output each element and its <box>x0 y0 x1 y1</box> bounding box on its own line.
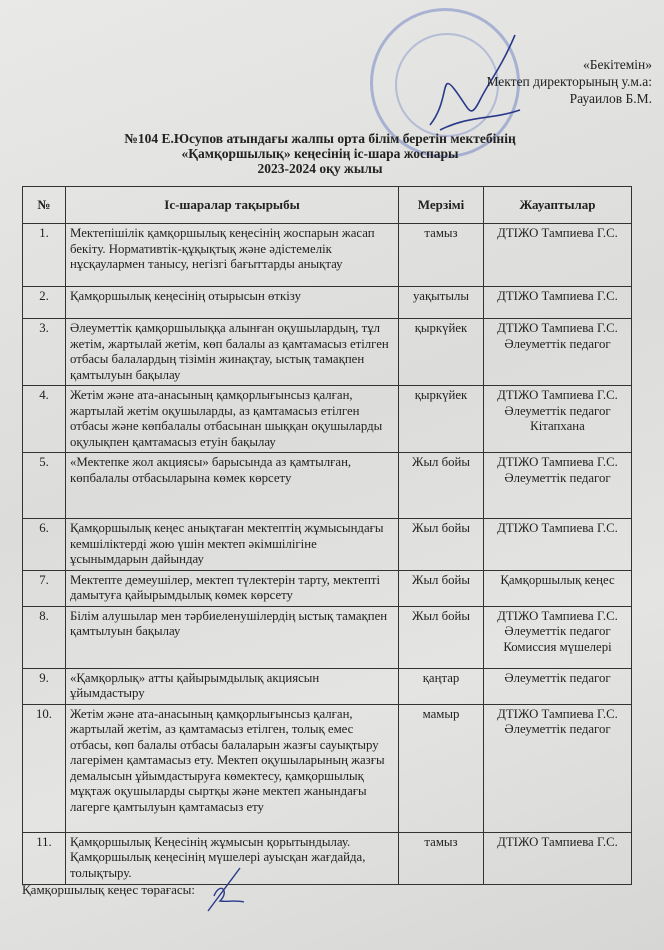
row-number: 10. <box>23 704 66 832</box>
row-number: 8. <box>23 606 66 668</box>
table-row <box>23 287 632 319</box>
row-date: қаңтар <box>399 668 484 704</box>
row-number: 3. <box>23 319 66 386</box>
table-row <box>23 453 632 519</box>
header-topic: Іс-шаралар тақырыбы <box>66 187 399 224</box>
approval-line1: «Бекітемін» <box>583 57 652 72</box>
row-topic: Қамқоршылық кеңес анықтаған мектептің жұмысындағы кемшіліктерді жою үшін мектеп әкімшілігіне ұсынымдарын дайындау <box>66 519 399 571</box>
row-date: уақытылы <box>399 287 484 319</box>
approval-line3: Рауаилов Б.М. <box>569 91 652 106</box>
row-topic: Әлеуметтік қамқоршылыққа алынған оқушылардың, тұл жетім, жартылай жетім, көп балалы аз қамтамасыз етілген отбасы балалардың тізімін жинақтау, ыстық тамақпен қамтылуын бақылау <box>66 319 399 386</box>
title-line2: «Қамқоршылық» кеңесінің іс-шара жоспары <box>181 146 459 161</box>
row-responsible: Әлеуметтік педагог <box>484 668 632 704</box>
row-number: 5. <box>23 453 66 519</box>
table-row <box>23 386 632 453</box>
row-topic: Қамқоршылық кеңесінің отырысын өткізу <box>66 287 399 319</box>
document-title <box>60 131 580 176</box>
table-row <box>23 319 632 386</box>
row-date: қыркүйек <box>399 386 484 453</box>
row-date: тамыз <box>399 832 484 884</box>
row-date: Жыл бойы <box>399 606 484 668</box>
row-topic: Қамқоршылық Кеңесінің жұмысын қорытындылау. Қамқоршылық кеңесінің мүшелері ауысқан жағдайда, толықтыру. <box>66 832 399 884</box>
row-number: 11. <box>23 832 66 884</box>
row-responsible: ДТІЖО Тампиева Г.С. Әлеуметтік педагог <box>484 453 632 519</box>
header-number: № <box>23 187 66 224</box>
row-responsible: ДТІЖО Тампиева Г.С. <box>484 832 632 884</box>
title-line1: №104 Е.Юсупов атындағы жалпы орта білім беретін мектебінің <box>124 131 516 146</box>
row-date: Жыл бойы <box>399 453 484 519</box>
table-row <box>23 606 632 668</box>
row-topic: Мектепішілік қамқоршылық кеңесінің жоспарын жасап бекіту. Нормативтік-құқықтық және әдістемелік нұсқаулармен танысу, негізгі бағыттарды анықтау <box>66 224 399 287</box>
table-row <box>23 704 632 832</box>
row-number: 7. <box>23 570 66 606</box>
table-row <box>23 832 632 884</box>
row-responsible: ДТІЖО Тампиева Г.С. Әлеуметтік педагог Комиссия мүшелері <box>484 606 632 668</box>
title-line3: 2023-2024 оқу жылы <box>257 161 383 176</box>
row-responsible: ДТІЖО Тампиева Г.С. Әлеуметтік педагог <box>484 319 632 386</box>
row-topic: Мектепте демеушілер, мектеп түлектерін тарту, мектепті дамытуға қайырымдылық көмек көрсету <box>66 570 399 606</box>
row-responsible: Қамқоршылық кеңес <box>484 570 632 606</box>
row-topic: «Қамқорлық» атты қайырымдылық акциясын ұйымдастыру <box>66 668 399 704</box>
row-number: 2. <box>23 287 66 319</box>
row-responsible: ДТІЖО Тампиева Г.С. <box>484 287 632 319</box>
plan-table <box>22 186 632 885</box>
row-responsible: ДТІЖО Тампиева Г.С. Әлеуметтік педагог <box>484 704 632 832</box>
table-row <box>23 570 632 606</box>
row-responsible: ДТІЖО Тампиева Г.С. <box>484 519 632 571</box>
row-topic: «Мектепке жол акциясы» барысында аз қамтылған, көпбалалы отбасыларына көмек көрсету <box>66 453 399 519</box>
table-row <box>23 224 632 287</box>
table-header <box>23 187 632 224</box>
row-date: Жыл бойы <box>399 570 484 606</box>
row-date: тамыз <box>399 224 484 287</box>
header-date: Мерзімі <box>399 187 484 224</box>
table-row <box>23 668 632 704</box>
row-topic: Жетім және ата-анасының қамқорлығынсыз қалған, жартылай жетім оқушыларды, аз қамтамасыз етілген отбасы және көпбалалы отбасынан шыққан оқушыларды оқулықпен қамтамасыз етуін бақылау <box>66 386 399 453</box>
row-date: қыркүйек <box>399 319 484 386</box>
chair-signature <box>200 866 250 916</box>
row-responsible: ДТІЖО Тампиева Г.С. <box>484 224 632 287</box>
row-responsible: ДТІЖО Тампиева Г.С. Әлеуметтік педагог Кітапхана <box>484 386 632 453</box>
row-number: 9. <box>23 668 66 704</box>
chair-signature-label: Қамқоршылық кеңес төрағасы: <box>22 882 196 897</box>
table-row <box>23 519 632 571</box>
row-topic: Жетім және ата-анасының қамқорлығынсыз қалған, жартылай жетім, аз қамтамасыз етілген, толық емес отбасы, көп балалы отбасы балаларын жазғы сауықтыру лагерімен қамтамасыз ету. Мектеп оқушыларының жазғы демалысын ұйымдастыруға көмектесу, қамқоршылық мұқтаж оқушыларды сыртқы және мектеп жанындағы лагерге қамтылуын қамтамасыз ету <box>66 704 399 832</box>
approval-block <box>486 56 652 107</box>
row-topic: Білім алушылар мен тәрбиеленушілердің ыстық тамақпен қамтылуын бақылау <box>66 606 399 668</box>
row-number: 6. <box>23 519 66 571</box>
header-responsible: Жауаптылар <box>484 187 632 224</box>
row-number: 4. <box>23 386 66 453</box>
row-date: мамыр <box>399 704 484 832</box>
row-number: 1. <box>23 224 66 287</box>
row-date: Жыл бойы <box>399 519 484 571</box>
approval-line2: Мектеп директорының у.м.а: <box>486 74 652 89</box>
